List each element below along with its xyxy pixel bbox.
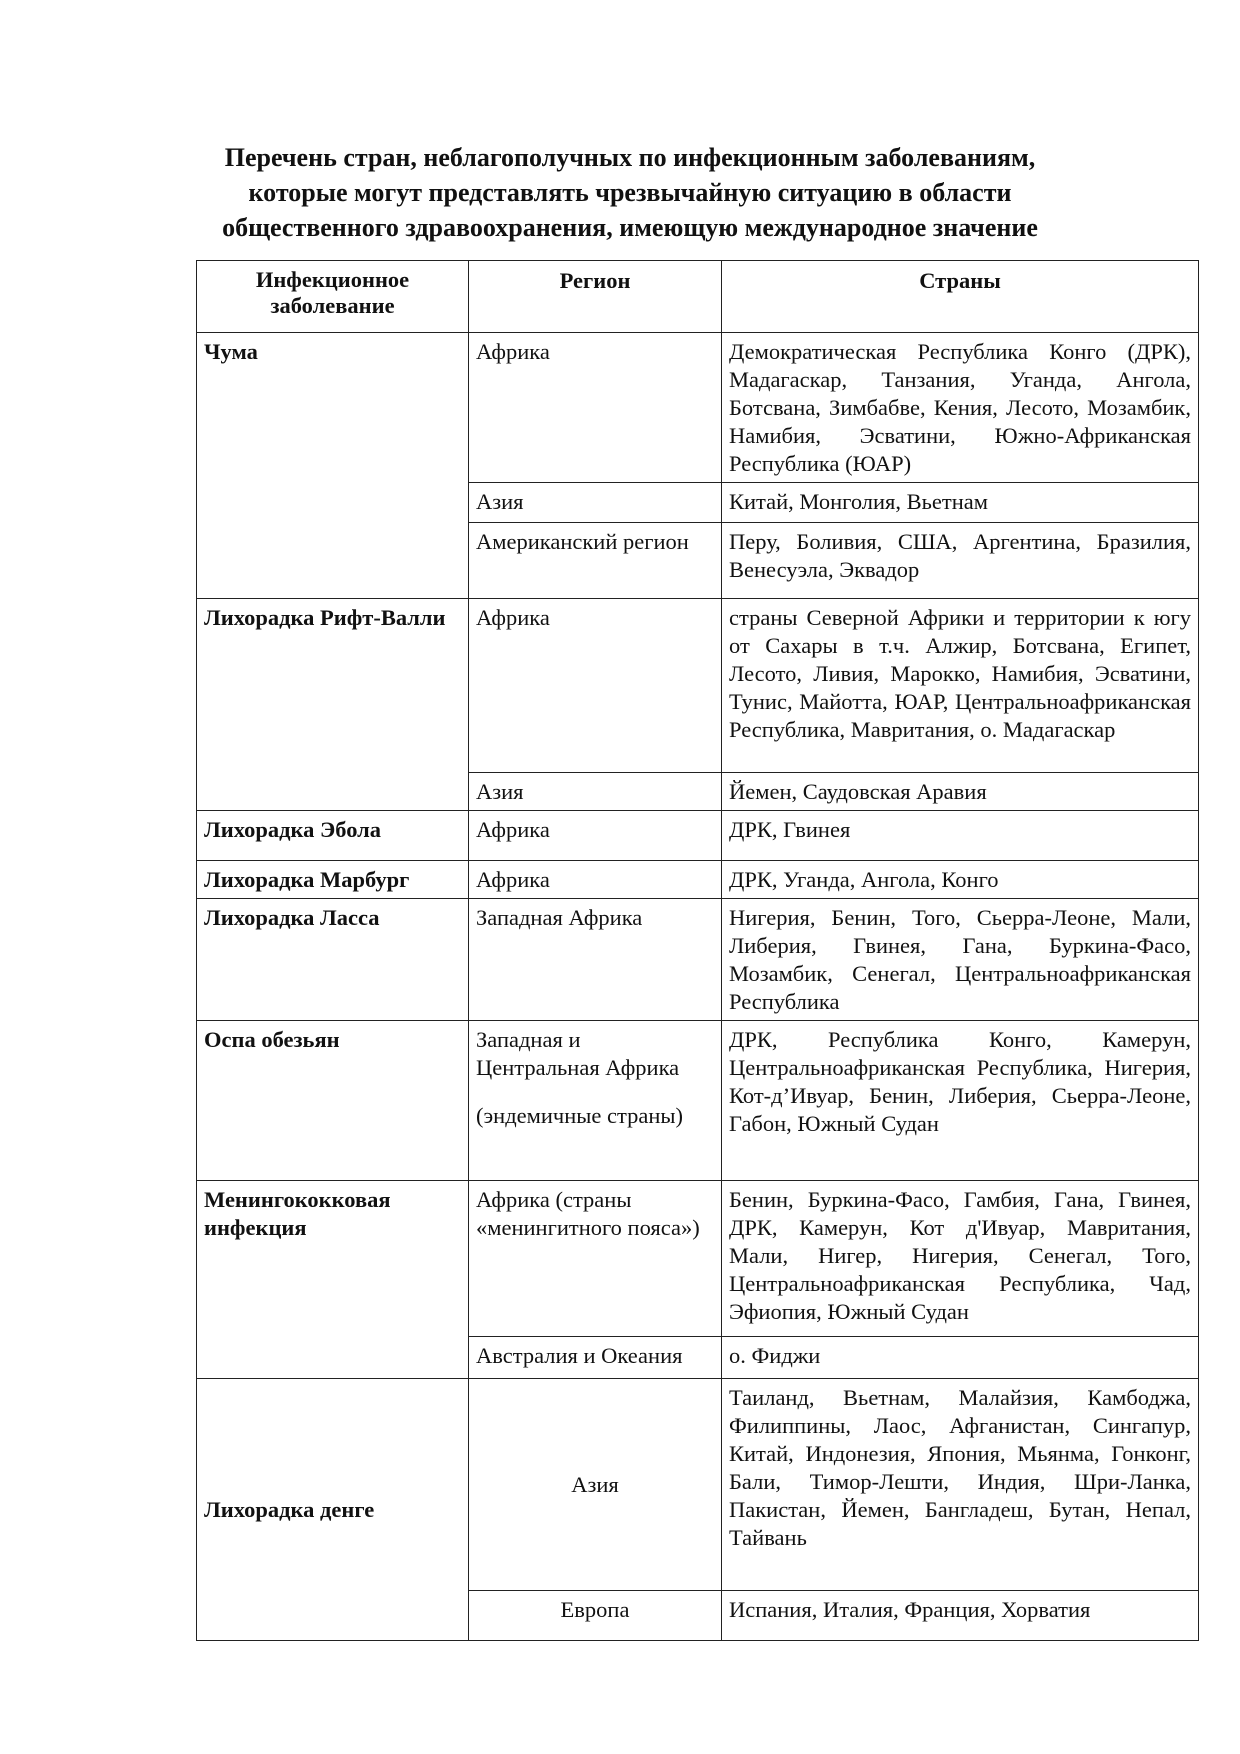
table-row <box>197 861 1199 899</box>
region-cell: Азия <box>469 1379 722 1591</box>
region-cell <box>469 1021 722 1181</box>
disease-cell: Лихорадка Марбург <box>197 861 469 899</box>
region-line: Западная и <box>476 1027 581 1052</box>
countries-cell: Таиланд, Вьетнам, Малайзия, Камбоджа, Филиппины, Лаос, Афганистан, Сингапур, Китай, Индонезия, Япония, Мьянма, Гонконг, Бали, Тимор-Лешти, Индия, Шри-Ланка, Пакистан, Йемен, Бангладеш, Бутан, Непал, Тайвань <box>722 1379 1199 1591</box>
table-row <box>197 1379 1199 1591</box>
countries-cell: Демократическая Республика Конго (ДРК), Мадагаскар, Танзания, Уганда, Ангола, Ботсвана, Зимбабве, Кения, Лесото, Мозамбик, Намибия, Эсватини, Южно-Африканская Республика (ЮАР) <box>722 333 1199 483</box>
countries-cell: о. Фиджи <box>722 1337 1199 1379</box>
countries-cell: Нигерия, Бенин, Того, Сьерра-Леоне, Мали, Либерия, Гвинея, Гана, Буркина-Фасо, Мозамбик, Сенегал, Центральноафриканская Республика <box>722 899 1199 1021</box>
region-cell: Австралия и Океания <box>469 1337 722 1379</box>
region-cell: Африка <box>469 861 722 899</box>
region-cell <box>469 1181 722 1337</box>
region-cell: Африка <box>469 811 722 861</box>
disease-cell: Лихорадка Эбола <box>197 811 469 861</box>
disease-cell: Лихорадка Ласса <box>197 899 469 1021</box>
table-row <box>197 1021 1199 1181</box>
region-line: Африка (страны <box>476 1187 632 1212</box>
countries-cell: ДРК, Гвинея <box>722 811 1199 861</box>
countries-cell: страны Северной Африки и территории к югу от Сахары в т.ч. Алжир, Ботсвана, Египет, Лесото, Ливия, Марокко, Намибия, Эсватини, Тунис, Майотта, ЮАР, Центральноафриканская Республика, Мавритания, о. Мадагаскар <box>722 599 1199 773</box>
region-line: (эндемичные страны) <box>476 1103 683 1128</box>
region-cell: Африка <box>469 599 722 773</box>
region-line: «менингитного пояса») <box>476 1215 700 1240</box>
countries-cell: Испания, Италия, Франция, Хорватия <box>722 1591 1199 1641</box>
countries-cell: Китай, Монголия, Вьетнам <box>722 483 1199 523</box>
table-header-row <box>197 261 1199 333</box>
title-line: общественного здравоохранения, имеющую международное значение <box>222 213 1038 242</box>
header-disease: Инфекционное заболевание <box>197 261 469 333</box>
disease-cell: Оспа обезьян <box>197 1021 469 1181</box>
title-line: Перечень стран, неблагополучных по инфекционным заболеваниям, <box>224 143 1036 172</box>
table-row <box>197 899 1199 1021</box>
countries-cell: Бенин, Буркина-Фасо, Гамбия, Гана, Гвинея, ДРК, Камерун, Кот д'Ивуар, Мавритания, Мали, Нигер, Нигерия, Сенегал, Того, Центральноафриканская Республика, Чад, Эфиопия, Южный Судан <box>722 1181 1199 1337</box>
header-region: Регион <box>469 261 722 333</box>
disease-table <box>196 260 1199 1641</box>
region-cell: Американский регион <box>469 523 722 599</box>
region-cell: Африка <box>469 333 722 483</box>
countries-cell: ДРК, Республика Конго, Камерун, Центральноафриканская Республика, Нигерия, Кот-д’Ивуар, Бенин, Либерия, Сьерра-Леоне, Габон, Южный Судан <box>722 1021 1199 1181</box>
table-row <box>197 1181 1199 1337</box>
region-cell: Европа <box>469 1591 722 1641</box>
title-line: которые могут представлять чрезвычайную ситуацию в области <box>248 178 1012 207</box>
region-cell: Западная Африка <box>469 899 722 1021</box>
header-countries: Страны <box>722 261 1199 333</box>
region-cell: Азия <box>469 483 722 523</box>
region-line: Центральная Африка <box>476 1055 680 1080</box>
disease-cell: Лихорадка денге <box>197 1379 469 1641</box>
countries-cell: Йемен, Саудовская Аравия <box>722 773 1199 811</box>
disease-cell: Лихорадка Рифт-Валли <box>197 599 469 811</box>
region-cell: Азия <box>469 773 722 811</box>
table-row <box>197 811 1199 861</box>
countries-cell: ДРК, Уганда, Ангола, Конго <box>722 861 1199 899</box>
countries-cell: Перу, Боливия, США, Аргентина, Бразилия, Венесуэла, Эквадор <box>722 523 1199 599</box>
disease-cell: Чума <box>197 333 469 599</box>
table-row <box>197 599 1199 773</box>
page-title <box>180 140 1080 245</box>
disease-cell: Менингококковая инфекция <box>197 1181 469 1379</box>
table-row <box>197 333 1199 483</box>
